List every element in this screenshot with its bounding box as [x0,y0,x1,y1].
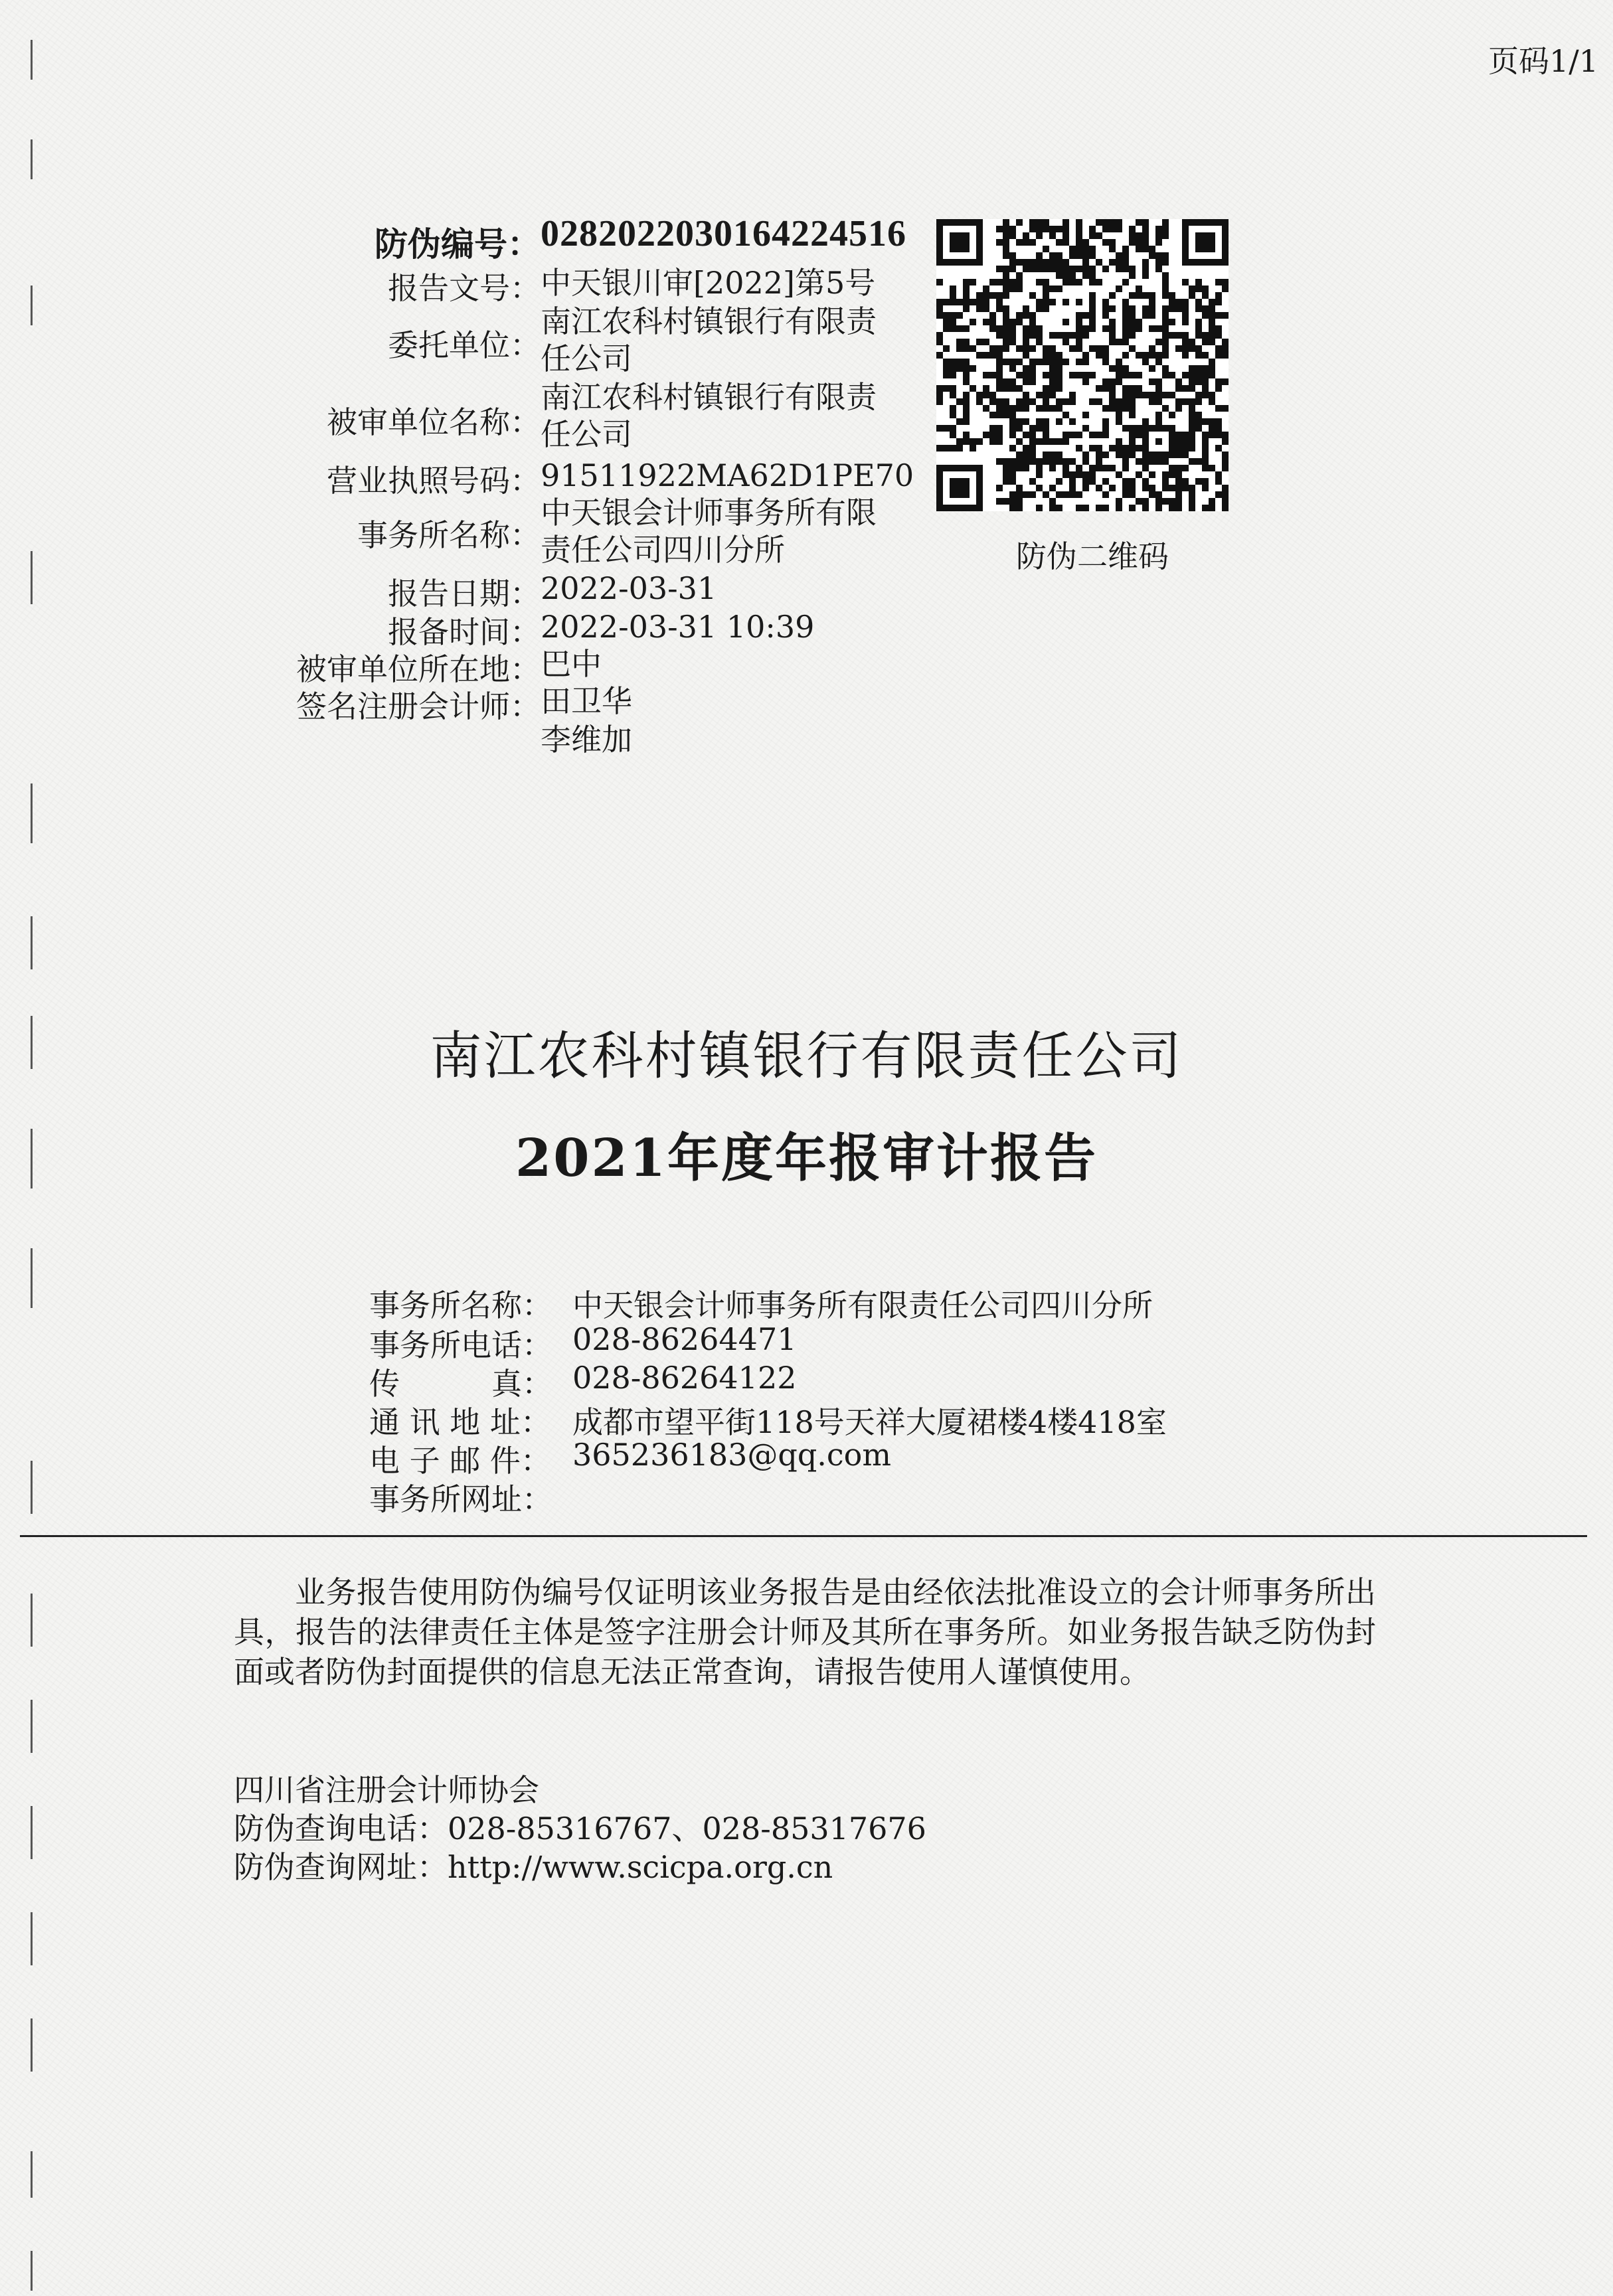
scan-margin-mark [31,1461,33,1514]
field-value-audited-entity-line2: 任公司 [541,416,632,452]
field-value-audited-entity-line1: 南江农科村镇银行有限责 [541,379,877,415]
association-url-value[interactable]: http://www.scicpa.org.cn [448,1849,833,1885]
scan-margin-mark [31,2151,33,2198]
scan-margin-mark [31,40,33,80]
firm-info-label: 事务所名称： [369,1287,552,1323]
anti-fake-notice: 业务报告使用防伪编号仅证明该业务报告是由经依法批准设立的会计师事务所出具，报告的法律责任主体是签字注册会计师及其所在事务所。如业务报告缺乏防伪封面或者防伪封面提供的信息无法正常查询，请报告使用人谨慎使用。 [234,1574,1376,1690]
scan-margin-mark [31,916,33,969]
scan-margin-mark [31,783,33,843]
field-value-client-line2: 任公司 [541,341,632,376]
field-value-filing-time: 2022-03-31 10:39 [541,609,815,645]
association-name: 四川省注册会计师协会 [234,1772,539,1808]
field-value-signing-cpa-2: 李维加 [541,722,632,758]
field-value-firm-name-line2: 责任公司四川分所 [541,532,785,568]
scan-margin-mark [31,551,33,604]
page-number: 页码1/1 [1487,43,1598,79]
scan-margin-mark [31,139,33,179]
field-value-license-number: 91511922MA62D1PE70 [541,457,914,493]
scan-margin-mark [31,1912,33,1965]
scan-margin-mark [31,1700,33,1753]
association-phone-label: 防伪查询电话： [234,1811,448,1846]
anti-fake-id-value: 0282022030164224516 [541,213,906,254]
field-value-report-number: 中天银川审[2022]第5号 [541,265,876,301]
anti-fake-qr-code [936,219,1229,511]
firm-info-value: 成都市望平街118号天祥大厦裙楼4楼418室 [572,1404,1167,1440]
firm-info-label: 事务所网址： [369,1481,552,1517]
scan-margin-mark [31,2251,33,2291]
association-phone-value: 028-85316767、028-85317676 [448,1811,926,1846]
report-title: 南江农科村镇银行有限责任公司 [430,1026,1183,1086]
field-value-firm-name-line1: 中天银会计师事务所有限 [541,495,877,531]
firm-info-value: 中天银会计师事务所有限责任公司四川分所 [572,1287,1153,1323]
scan-margin-mark [31,1806,33,1859]
firm-info-value: 028-86264471 [572,1321,797,1357]
association-url-label: 防伪查询网址： [234,1849,448,1885]
firm-info-label: 传 真： [369,1366,552,1402]
firm-info-label: 通 讯 地 址： [369,1404,551,1440]
scan-margin-mark [31,1248,33,1308]
firm-info-label: 电 子 邮 件： [369,1443,551,1479]
firm-info-value: 365236183@qq.com [572,1437,891,1473]
scan-margin-mark [31,286,33,325]
association-phone [234,1805,926,1848]
field-value-report-date: 2022-03-31 [541,570,717,606]
field-value-client-line1: 南江农科村镇银行有限责 [541,303,877,339]
qr-caption: 防伪二维码 [1016,538,1169,574]
field-value-entity-location: 巴中 [541,646,602,682]
report-subtitle: 2021年度年报审计报告 [515,1128,1098,1189]
scan-margin-mark [31,1594,33,1647]
scan-margin-mark [31,2018,33,2072]
firm-info-label: 事务所电话： [369,1327,552,1363]
divider-line [20,1535,1587,1537]
firm-info-value: 028-86264122 [572,1360,797,1396]
field-value-signing-cpa-1: 田卫华 [541,683,632,719]
association-url [234,1843,833,1887]
